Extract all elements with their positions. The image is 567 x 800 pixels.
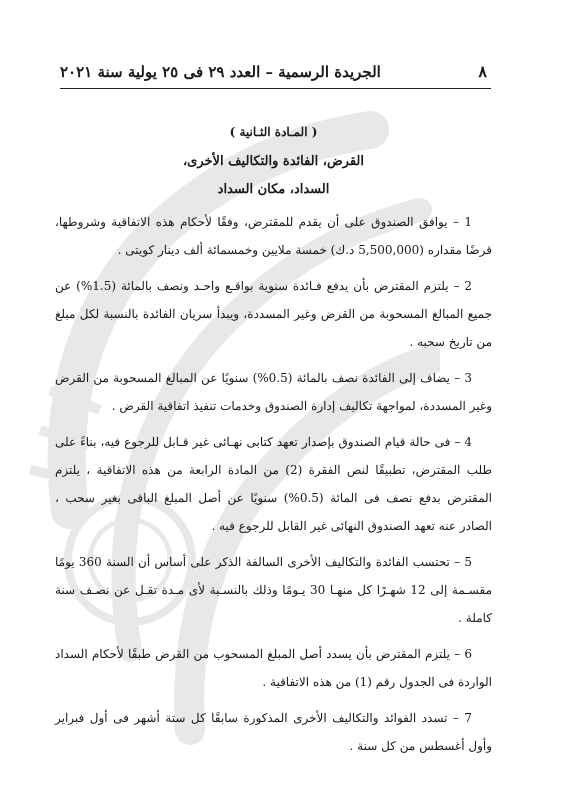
document-body: [55, 118, 492, 768]
paragraph-1: 1 – يوافق الصندوق على أن يقدم للمقترض، وفقًا لأحكام هذه الاتفاقية وشروطها، قرضًا مقداره (5,500,000 د.ك) خمسة ملايين وخمسمائة ألف دينار كويتى .: [55, 215, 492, 257]
paragraph-2: 2 – يلتزم المقترض بأن يدفع فـائدة سنوية بواقـع واحـد ونصف بالمائة (1.5%) عن جميع المبالغ المسحوبة من القرض وغير المسددة، ويبدأ سريان الفائدة بالنسبة لكل مبلغ من تاريخ سحبه .: [55, 279, 492, 349]
paragraph-5: 5 – تحتسب الفائدة والتكاليف الأخرى السالفة الذكر على أساس أن السنة 360 يومًا مقسـمة إلى 12 شهـرًا كل منهـا 30 يـومًا وذلك بالنسـبة لأى مـدة تقـل عن نصـف سنة كاملة .: [55, 555, 493, 625]
gazette-title: الجريدة الرسمية – العدد ٢٩ فى ٢٥ يولية سنة ٢٠٢١: [60, 62, 381, 81]
page-header: [60, 62, 487, 81]
paragraph-6: 6 – يلتزم المقترض بأن يسدد أصل المبلغ المسحوب من القرض طبقًا لأحكام السداد الواردة فى الجدول رقم (1) من هذه الاتفاقية .: [55, 647, 492, 689]
paragraph-7: 7 – تسدد الفوائد والتكاليف الأخرى المذكورة سابقًا كل ستة أشهر فى أول فبراير وأول أغسطس من كل سنة .: [55, 711, 492, 753]
paragraph-4: 4 – فى حالة قيام الصندوق بإصدار تعهد كتابى نهـائى غير قـابل للرجوع فيه، بناءً على طلب المقترض، تطبيقًا لنص الفقرة (2) من المادة الرابعة من هذه الاتفاقية ، يلتزم المقترض بدفع نصف فى المائة (0.5%) سنويًا عن أصل المبلغ الباقى بغير سحب ، الصادر عنه تعهد الصندوق النهائى غير القابل للرجوع فيه .: [55, 435, 492, 533]
article-subheading-2: السداد، مكان السداد: [217, 182, 330, 197]
page-number: ٨: [478, 62, 487, 81]
paragraph-3: 3 – يضاف إلى الفائدة نصف بالمائة (0.5%) سنويًا عن المبالغ المسحوبة من القرض وغير المسددة، لمواجهة تكاليف إدارة الصندوق وخدمات تنفيذ اتفاقية القرض .: [55, 371, 492, 413]
article-subheading-1: القرض، الفائدة والتكاليف الأخرى،: [182, 154, 365, 169]
article-title: ( المـادة الثـانية ): [229, 125, 318, 139]
header-divider: [60, 88, 491, 89]
